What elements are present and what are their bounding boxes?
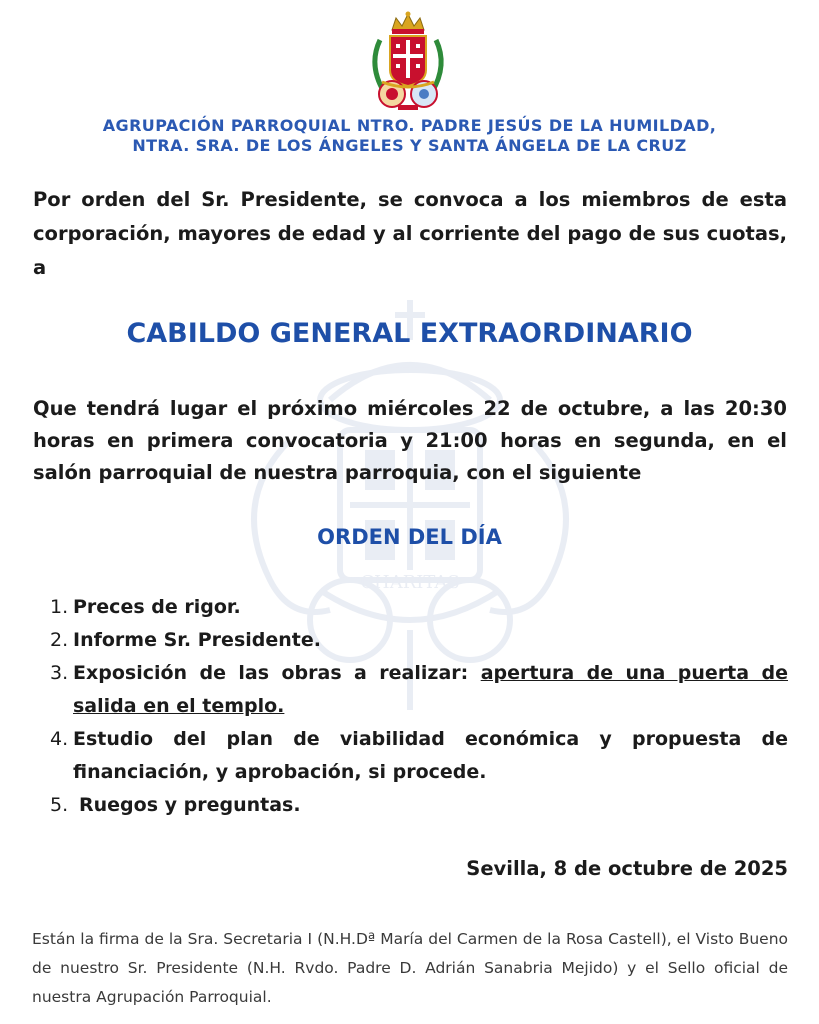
agenda-item-text: Informe Sr. Presidente. (73, 629, 321, 651)
agenda-list (50, 591, 788, 822)
agenda-item-text: Estudio del plan de viabilidad económica y propuesta de financiación, y aprobación, si procede. (73, 728, 788, 783)
intro-paragraph: Por orden del Sr. Presidente, se convoca a los miembros de esta corporación, mayores de edad y al corriente del pago de sus cuotas, a (33, 188, 787, 279)
agenda-item-number: 3. (50, 662, 69, 684)
agenda-item-text: Ruegos y preguntas. (79, 794, 301, 816)
agenda-item (50, 789, 788, 822)
agenda-item-number: 5. (50, 794, 69, 816)
org-line-1: AGRUPACIÓN PARROQUIAL NTRO. PADRE JESÚS DE LA HUMILDAD, (102, 116, 717, 135)
agenda-item-number: 1. (50, 596, 69, 618)
agenda-item-underlined-text: apertura de una puerta de salida en el templo. (73, 662, 789, 717)
agenda-item (50, 591, 788, 624)
agenda-item (50, 657, 788, 723)
agenda-item (50, 723, 788, 789)
coat-of-arms-icon (362, 10, 454, 112)
watermark-motto: CHARITAS (360, 572, 460, 593)
document-title: CABILDO GENERAL EXTRAORDINARIO (126, 318, 693, 349)
meeting-paragraph: Que tendrá lugar el próximo miércoles 22 de octubre, a las 20:30 horas en primera convocatoria y 21:00 horas en segunda, en el salón parroquial de nuestra parroquia, con el siguiente (33, 397, 787, 484)
agenda-item-number: 2. (50, 629, 69, 651)
org-line-2: NTRA. SRA. DE LOS ÁNGELES Y SANTA ÁNGELA DE LA CRUZ (132, 136, 687, 155)
place-and-date: Sevilla, 8 de octubre de 2025 (466, 857, 788, 880)
agenda-item-number: 4. (50, 728, 69, 750)
agenda-item (50, 624, 788, 657)
agenda-item-text: Preces de rigor. (73, 596, 241, 618)
organization-name (20, 116, 799, 156)
signature-note: Están la firma de la Sra. Secretaria I (N.H.Dª María del Carmen de la Rosa Castell), el Visto Bueno de nuestro Sr. Presidente (N.H. Rvdo. Padre D. Adrián Sanabria Mejido) y el Sello oficial de nuestra Agrupación Parroquial. (32, 930, 788, 1006)
agenda-title: ORDEN DEL DÍA (317, 525, 502, 549)
agenda-item-text: Exposición de las obras a realizar: (73, 662, 481, 684)
